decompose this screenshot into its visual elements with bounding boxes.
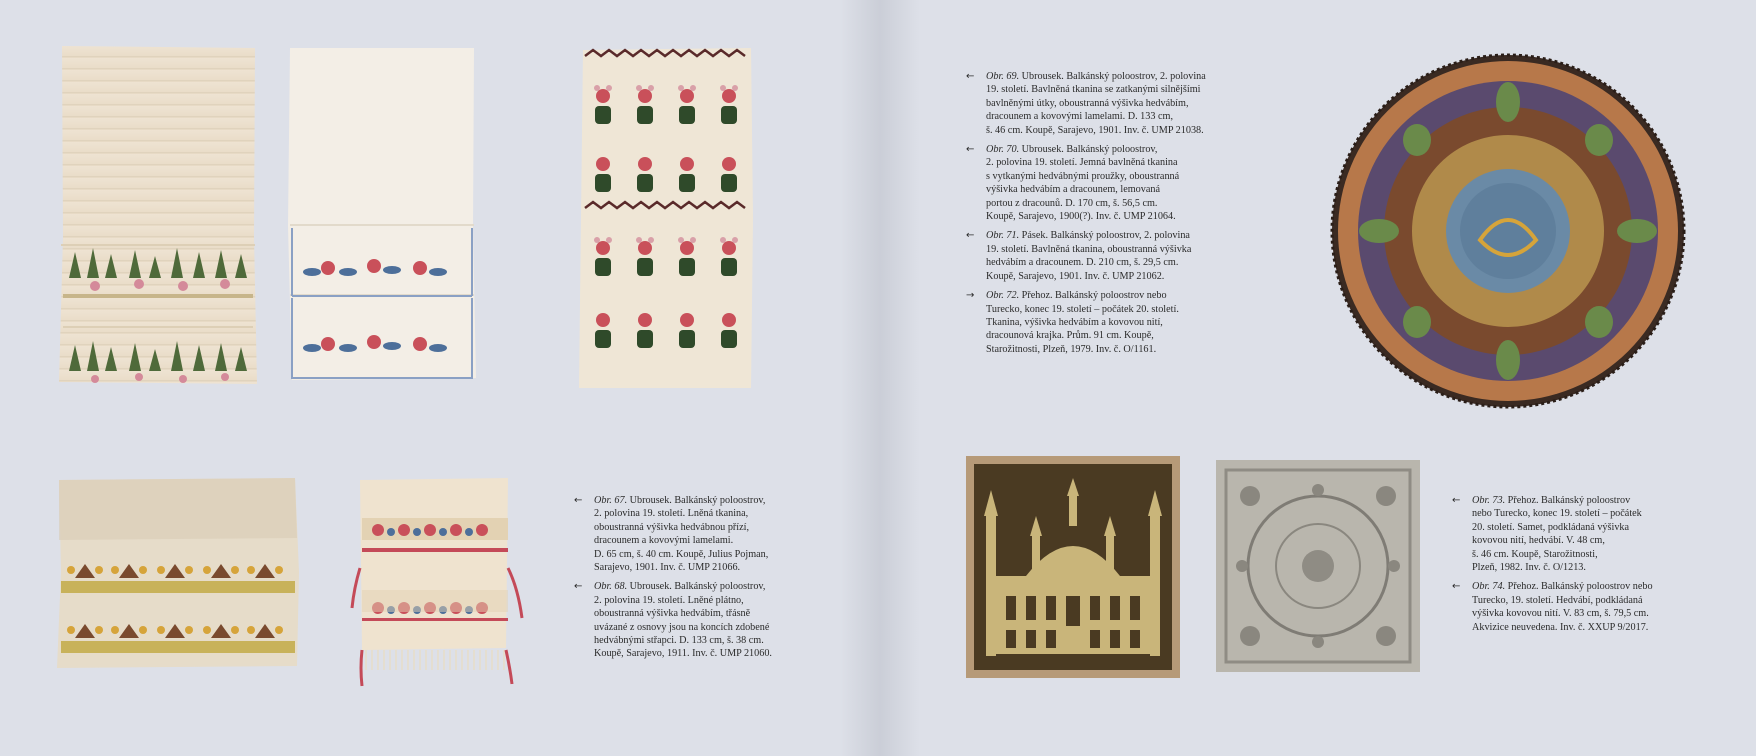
towel-image-obr-70 — [288, 48, 476, 380]
arrow-left-icon: ← — [574, 495, 583, 506]
caption-ref: Obr. 71. — [986, 230, 1020, 242]
arrow-right-icon: → — [966, 290, 975, 302]
caption-obr-73: ← Obr. 73. Přehoz. Balkánský poloostrov nebo Turecko, konec 19. století – počátek 20. století. Samet, podkládaná výšivka kovovou nití, hedvábí. V. 48 cm, š. 46 cm. Koupě, Starožitnosti, Plzeň, 1982. Inv. č. O/1213. — [1452, 495, 1642, 574]
caption-ref: Obr. 68. — [594, 581, 628, 593]
round-cover-image-obr-72 — [1330, 50, 1686, 412]
caption-ref: Obr. 69. — [986, 71, 1020, 82]
arrow-left-icon: ← — [1452, 495, 1461, 506]
arrow-left-icon: ← — [966, 71, 975, 82]
caption-obr-68: ← Obr. 68. Ubrousek. Balkánský poloostrov, 2. polovina 19. století. Lněné plátno, oboustranná výšivka hedvábím, třásně uvázané z osnovy jsou na koncích zdobené hedvábnými střapci. D. 133 cm, š. 38 cm. Koupě, Sarajevo, 1911. Inv. č. UMP 21060. — [574, 581, 772, 660]
caption-obr-69: ← Obr. 69. Ubrousek. Balkánský poloostrov, 2. polovina 19. století. Bavlněná tkanina se zatkanými silnějšími bavlněnými útky, oboustranná výšivka hedvábím, dracounem a kovovými lamelami. D. 133 cm, š. 46 cm. Koupě, Sarajevo, 1901. Inv. č. UMP 21038. — [966, 71, 1206, 136]
caption-ref: Obr. 67. — [594, 495, 628, 506]
arrow-left-icon: ← — [966, 144, 975, 156]
caption-obr-71: ← Obr. 71. Pásek. Balkánský poloostrov, 2. polovina 19. století. Bavlněná tkanina, oboustranná výšivka hedvábím a dracounem. D. 210 cm, š. 29,5 cm. Koupě, Sarajevo, 1901. Inv. č. UMP 21062. — [966, 230, 1192, 282]
captions-left — [574, 494, 810, 667]
arrow-left-icon: ← — [574, 581, 583, 593]
silk-cover-image-obr-74 — [1216, 460, 1420, 672]
captions-bottom-right — [1452, 494, 1722, 640]
caption-ref: Obr. 73. — [1472, 495, 1506, 506]
caption-obr-70: ← Obr. 70. Ubrousek. Balkánský poloostrov, 2. polovina 19. století. Jemná bavlněná tkanina s vytkanými hedvábnými proužky, oboustranná výšivka hedvábím a dracounem, lemovaná portou z dracounů. D. 170 cm, š. 56,5 cm. Koupě, Sarajevo, 1900(?). Inv. č. UMP 21064. — [966, 144, 1180, 223]
caption-ref: Obr. 70. — [986, 144, 1020, 156]
towel-image-obr-67 — [57, 478, 299, 668]
towel-image-obr-69 — [59, 46, 257, 386]
caption-obr-67: ← Obr. 67. Ubrousek. Balkánský poloostrov, 2. polovina 19. století. Lněná tkanina, oboustranná výšivka hedvábnou přízí, dracounem a kovovými lamelami. D. 65 cm, š. 40 cm. Koupě, Julius Pojman, Sarajevo, 1901. Inv. č. UMP 21066. — [574, 495, 769, 574]
arrow-left-icon: ← — [966, 230, 975, 242]
captions-top-right — [966, 70, 1246, 362]
towel-image-obr-68 — [348, 478, 534, 688]
caption-ref: Obr. 72. — [986, 290, 1020, 302]
page-gutter — [840, 0, 920, 756]
caption-obr-74: ← Obr. 74. Přehoz. Balkánský poloostrov nebo Turecko, 19. století. Hedvábí, podkládaná výšivka kovovou nití. V. 83 cm, š. 79,5 cm. Akvizice neuvedena. Inv. č. XXUP 9/2017. — [1452, 581, 1653, 633]
belt-image-obr-71 — [579, 48, 753, 388]
caption-obr-72: → Obr. 72. Přehoz. Balkánský poloostrov nebo Turecko, konec 19. století – počátek 20. století. Tkanina, výšivka hedvábím a kovovou nití, dracounová krajka. Prům. 91 cm. Koupě, Starožitnosti, Plzeň, 1979. Inv. č. O/1161. — [966, 290, 1179, 355]
arrow-left-icon: ← — [1452, 581, 1461, 593]
velvet-cover-image-obr-73 — [966, 456, 1180, 678]
caption-ref: Obr. 74. — [1472, 581, 1506, 593]
